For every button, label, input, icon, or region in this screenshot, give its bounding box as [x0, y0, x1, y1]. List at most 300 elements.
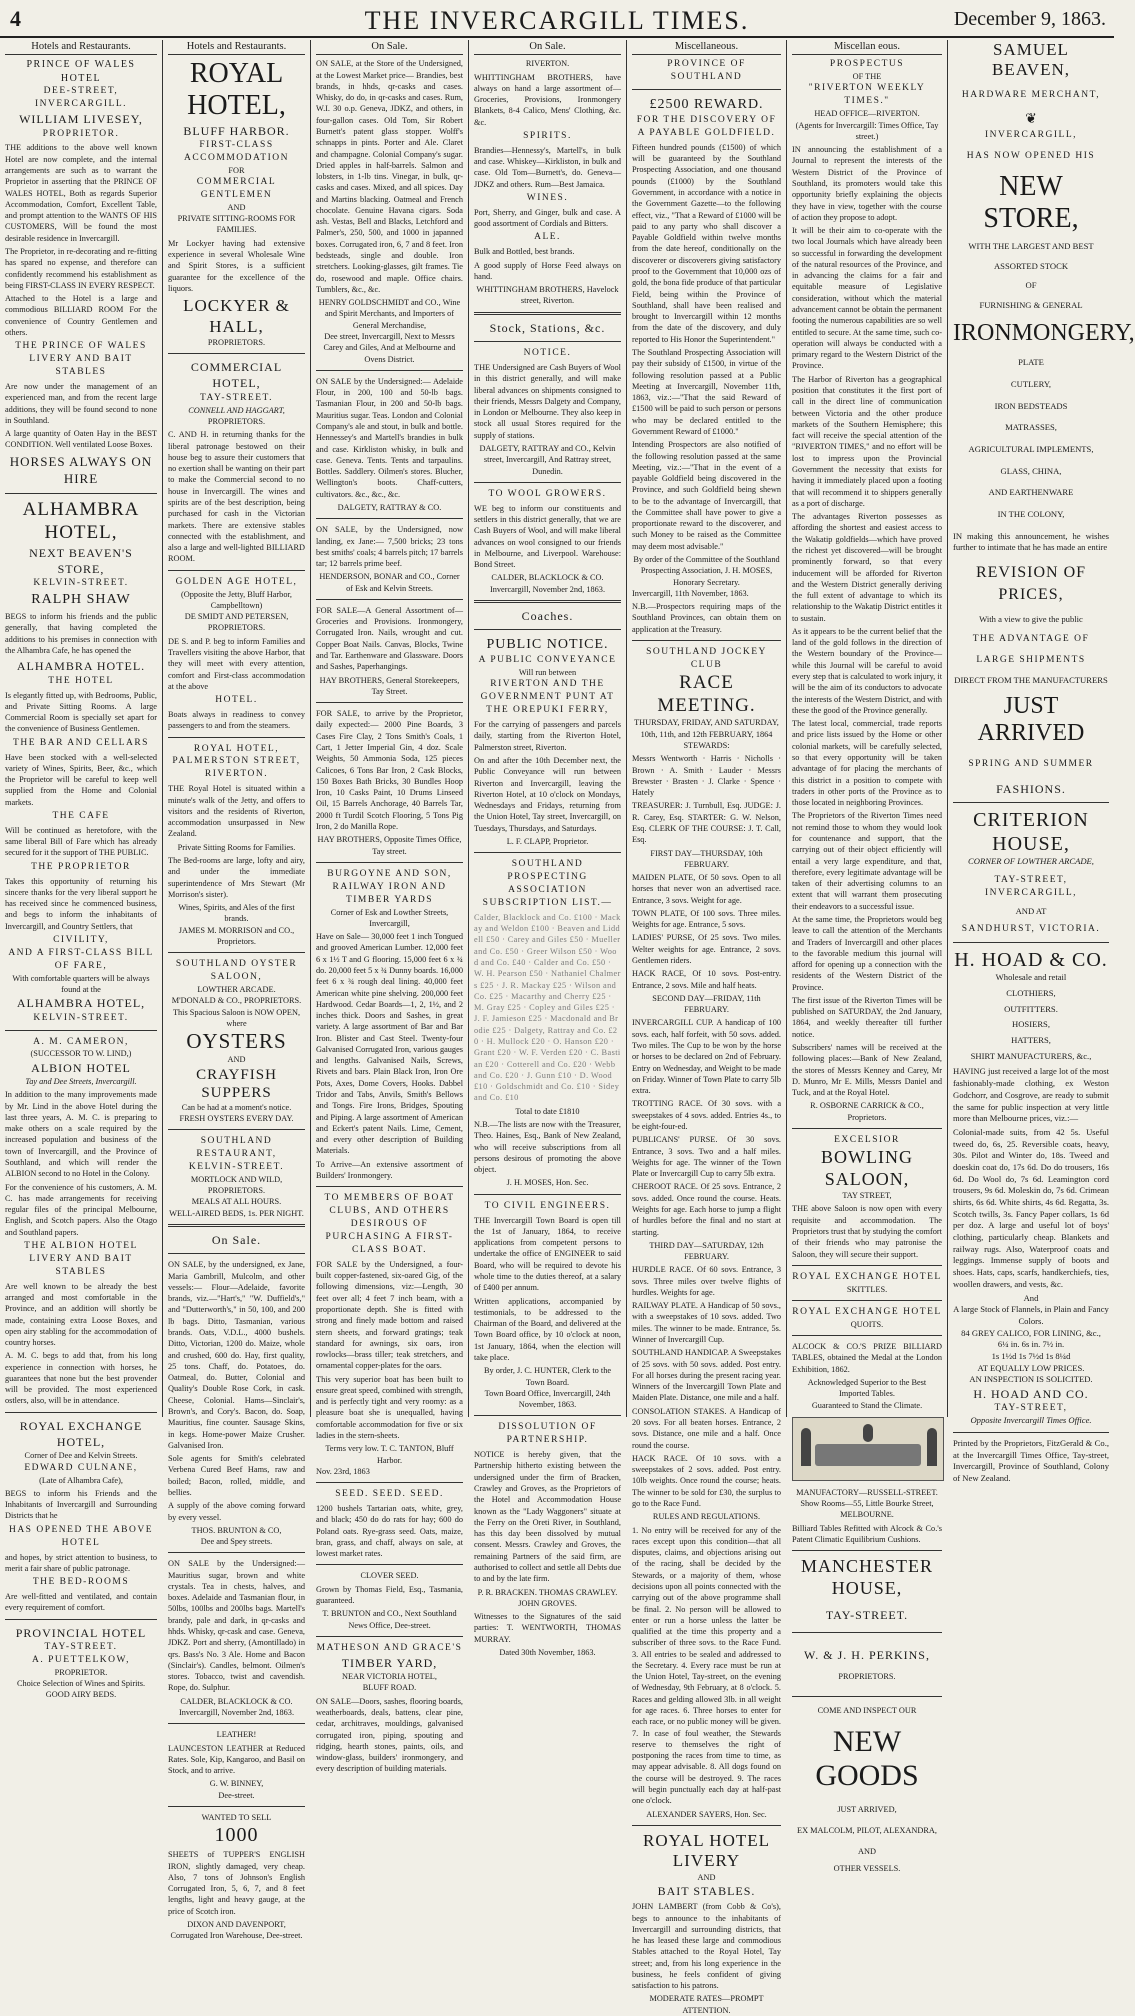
ad-body: ALCOCK & CO.'S PRIZE BILLIARD TABLES, obtained the Medal at the London Exhibition, 1862. [792, 1342, 942, 1374]
ad-proprietor: MORTLOCK AND WILD, [190, 1174, 283, 1184]
ad-heading: ROYAL HOTEL, [187, 58, 286, 122]
ad-subheading: EX MALCOLM, PILOT, ALEXANDRA, [797, 1825, 937, 1835]
ad-body: Brandies—Hennessy's, Martell's, in bulk and case. Whiskey—Kirkliston, in bulk and case. Old Tom—Burnett's, do. Geneva—JDKZ and others. Rum—Best Jamaica. [474, 145, 621, 189]
ad-date: Invercargill, November 2nd, 1863. [489, 584, 606, 594]
ad-proprietor: CALDER, BLACKLOCK & CO. [180, 1696, 293, 1706]
section-heading: Stock, Stations, &c. [489, 320, 606, 335]
ad-address: KELVIN-STREET. [188, 1161, 285, 1172]
ad-proprietor: DIXON AND DAVENPORT, [187, 1919, 286, 1929]
ad-address: Corner of Dee and Kelvin Streets. [24, 1451, 138, 1461]
ad-subheading: COME AND INSPECT OUR [817, 1706, 917, 1716]
ad-body: THE Undersigned are Cash Buyers of Wool in this district generally, and will make liberal advances on shipments consigned to their friends, Messrs Dalgety and Company, in London or Melbourne. They also keep in stock all usual Stores required for the supply of stations. [474, 362, 621, 440]
ad-heading: ROYAL HOTEL, [193, 743, 280, 754]
column-4 [469, 40, 626, 1657]
ad-body: N.B.—Prospectors requiring maps of the Southland Provinces, can obtain them on application at the Treasury. [632, 602, 781, 634]
ad-body: Written applications, accompanied by testimonials, to be addressed to the Chairman of the Board, and delivered at the Town Board office, by 10 o'clock at noon, 1st January, 1864, when the election will take place. [474, 1296, 621, 1362]
ad-heading: ROYAL HOTEL LIVERY [643, 1830, 770, 1871]
ad-heading: PRINCE OF WALES HOTEL [26, 59, 136, 84]
ad-proprietor: G. W. BINNEY, [209, 1779, 264, 1789]
ad-subheading: SOUTHLAND JOCKEY CLUB [646, 647, 767, 670]
race-entry: PUBLICANS' PURSE. Of 30 sovs. Entrance, 3 sovs. Two and a half miles. Weights for age. The winner of the Town Plate or Invercargill Cup to carry 5lb extra. [632, 1135, 781, 1179]
ad-subheading: INVERCARGILL. [34, 99, 128, 110]
ad-proprietor: W. & J. H. PERKINS, [804, 1647, 930, 1662]
ad-body: IN making this announcement, he wishes further to intimate that he has made an entire [953, 530, 1109, 553]
ad-proprietor: CALDER, BLACKLOCK & CO. [491, 573, 604, 583]
race-entry: LADIES' PURSE, Of 25 sovs. Two miles. Welter weights for age. Entrance, 2 sovs. Gentlemen riders. [632, 933, 781, 966]
ad-body: The Harbor of Riverton has a geographical position that constitutes it the first port of call in the direct line of communication between Victoria and the other produce markets of the Southern Hemisphere; this fact will receive the special attention of the "RIVERTON TIMES," and no effort will be lost to impress upon the Provincial Government the necessity that exists for having it immediately placed upon a footing that will recommend it to shippers generally as a port of discharge. [792, 374, 942, 508]
ad-subheading: PROSPECTUS [829, 59, 905, 70]
ad-subheading: AND A FIRST-CLASS BILL OF FARE, [8, 947, 154, 971]
billiard-table-engraving [792, 1417, 944, 1481]
ad-subheading: KELVIN-STREET. [33, 578, 129, 589]
ad-subheading: COMMERCIAL GENTLEMEN [196, 177, 277, 200]
ad-body: ON SALE, at the Store of the Undersigned, at the Lowest Market price— Brandies, best brands, in hhds, qr-casks and cases. Whisky, do do, in qr-casks and cases. Rum, W.I. 30 o.p. Geneva, JDKZ, and others, in four-gallon cases. Old Tom, Sir Robert Burnett's patent glass stopper. Wolff's schnapps in pints. Porter and Ale. Claret and champagne. Colonial Company's sugar. Dried apples in half-barrels. Salmon and lobsters, in 1-lb tins. Vinegar, in bulk, qr-casks and cases. Mixed, and all spices. Day and Martins blacking. Oatmeal and French chocolate. Genuine Havana cigars. Soda ash. Vestas, Bell and Blacks, Letchford and Palmer's, 250, 500, and 1000 in japanned boxes. Corrugated iron, 6, 7 and 8 feet. Iron bedsteads, single and double. Iron stretchers. Looking-glasses, gilt frames. Tie do, rosewood and maple. Office chairs. Tumblers, &c., &c. [316, 59, 463, 294]
ad-body: With comfortable quarters will be always found at the [12, 973, 150, 995]
column-5 [627, 40, 786, 2015]
ad-body: Subscribers' names will be received at the following places:—Bank of New Zealand, the stores of Messrs Kenney and Carey, Mr D. Munro, Mr E. Mills, Messrs Daniel and Tuck, and at the Royal Hotel. [792, 1043, 942, 1098]
ad-body: WELL-AIRED BEDS, 1s. PER NIGHT. [169, 1208, 304, 1218]
ad-address: NEAR VICTORIA HOTEL, [342, 1672, 437, 1682]
ad-subheading: EXCELSIOR [834, 1135, 900, 1146]
ad-subheading: STEWARDS: [683, 740, 730, 750]
ad-body: With a view to give the public [979, 613, 1083, 624]
ad-body: GOOD AIRY BEDS. [45, 1690, 117, 1700]
ad-body: IN announcing the establishment of a Journal to represent the interests of the Western District of the Province of Southland, its promoters would take this opportunity briefly explaining the objects they have in view, together with the course of action they propose to adopt. [792, 145, 942, 222]
ad-subheading: FIRST-CLASS ACCOMMODATION [183, 139, 289, 163]
ad-body: Will run between [518, 668, 577, 678]
ad-heading: TO MEMBERS OF BOAT CLUBS, AND OTHERS DESIROUS OF PURCHASING A FIRST-CLASS BOAT. [324, 1193, 455, 1255]
ad-item: PLATE [1018, 357, 1044, 368]
ad-subheading: AT EQUALLY LOW PRICES. [977, 1362, 1085, 1373]
ad-address: Dee street, Invercargill, Next to Messrs Carey and Giles, And at Melbourne and Ovens District. [323, 332, 456, 364]
ad-address: SANDHURST, VICTORIA. [961, 924, 1101, 935]
ad-heading: MATHESON AND GRACE'S [316, 1642, 463, 1653]
ad-body: This Spacious Saloon is NOW OPEN, where [172, 1007, 301, 1028]
ad-body: A. M. C. begs to add that, from his long experience in connection with horses, he guarantees that none but the best provender will be provided. The most experienced ostlers, also, will be in attendance. [5, 1351, 157, 1406]
ad-body: Wines, Spirits, and Ales of the first brands. [178, 903, 295, 924]
ad-subheading: THE ADVANTAGE OF [972, 634, 1090, 645]
ad-subheading: ASSORTED STOCK [993, 260, 1069, 271]
masthead [0, 0, 1114, 38]
ad-subheading: HAS NOW OPENED HIS [966, 150, 1096, 161]
ad-date: Town Board Office, Invercargill, 24th November, 1863. [484, 1388, 611, 1410]
ad-heading: ALHAMBRA HOTEL. [16, 659, 146, 674]
column-3 [311, 40, 468, 1774]
ad-proprietor: HAY BROTHERS, Opposite Times Office, Tay street. [317, 835, 462, 856]
ad-body: Guaranteed to Stand the Climate. [811, 1400, 923, 1410]
ad-quantity: 1000 [214, 1824, 259, 1847]
bird-icon: ❦ [1025, 111, 1037, 127]
ad-heading: OYSTERS [186, 1029, 287, 1054]
ad-heading: BOWLING SALOON, [821, 1146, 913, 1189]
ad-body: A good supply of Horse Feed always on hand. [474, 260, 621, 281]
ad-body: ON SALE—Doors, sashes, flooring boards, weatherboards, deals, battens, clear pine, cedar, architraves, mouldings, galvanised corrugated iron, piping, spouting and ridging, hearth stones, paints, oils, and window-glass, builders' ironmongery, and every description of building materials. [316, 1696, 463, 1774]
ad-subheading: (Agents for Invercargill: Times Office, Tay street.) [795, 120, 939, 141]
price-row: 1s 1½d 1s 7½d 1s 8¼d [991, 1350, 1071, 1361]
ad-heading: BURGOYNE AND SON, RAILWAY IRON AND TIMBER YARDS [327, 868, 452, 905]
ad-body: MEALS AT ALL HOURS. [191, 1197, 282, 1207]
ad-body: Have been stocked with a well-selected variety of Wines, Spirits, Beer, &c., which the Proprietor will be careful to keep well supplied from the Home and Colonial markets. [5, 752, 157, 807]
ad-subheading: HARDWARE MERCHANT, [961, 89, 1101, 100]
ad-body: Witnesses to the Signatures of the said parties: T. WENTWORTH, THOMAS MURRAY. [474, 1612, 621, 1644]
ad-subheading: AN INSPECTION IS SOLICITED. [969, 1374, 1093, 1385]
ad-address: Show Rooms—55, Little Bourke Street, [800, 1499, 934, 1509]
ad-proprietor: L. F. CLAPP, Proprietor. [506, 837, 589, 847]
ad-proprietor: A. PUETTELKOW, [32, 1654, 130, 1665]
ad-proprietor: DALGETY, RATTRAY and CO., Kelvin street, Invercargill, And Rattray street, Dunedin. [479, 443, 616, 476]
column-1 [0, 40, 162, 1700]
ad-address: TAY-STREET. [44, 1641, 118, 1652]
ad-body: For the carrying of passengers and parcels daily, starting from the Riverton Hotel, Palmerston street, Riverton. [474, 720, 621, 752]
ad-address: Corner of Esk and Lowther Streets, Invercargill, [330, 907, 449, 928]
ad-body: TREASURER: J. Turnbull, Esq. JUDGE: J. R. Carey, Esq. STARTER: G. W. Nelson, Esq. CLERK OF THE COURSE: J. T. Call, Esq. [632, 801, 781, 845]
price-row: 6¼ in. 6s in. 7½ in. [997, 1339, 1065, 1350]
ad-body: And [1023, 1292, 1039, 1303]
ad-body: LAUNCESTON LEATHER at Reduced Rates. Sole, Kip, Kangaroo, and Basil on Stock, and to arrive. [168, 1743, 305, 1776]
ad-subheading: PROPRIETORS. [838, 1672, 896, 1682]
ad-subheading: CIVILITY, [53, 935, 109, 946]
page-number: 4 [10, 6, 21, 31]
ad-subheading: OF [1025, 280, 1037, 291]
ad-subheading: PROPRIETOR. [42, 128, 120, 139]
ad-body: This very superior boat has been built to ensure great speed, combined with strength, and is perfectly tight and very roomy: as a pleasure boat she is unequalled, having comfortable accommodation for five or six ladies in the stern-sheets. [316, 1374, 463, 1441]
ad-body: Are well-fitted and ventilated, and contain every requirement of comfort. [5, 1591, 157, 1613]
ad-proprietor: R. OSBORNE CARRICK & CO., Proprietors. [810, 1101, 924, 1122]
ad-subheading: AND [697, 1872, 716, 1882]
ad-body: JOHN LAMBERT (from Cobb & Co's), begs to announce to the inhabitants of Invercargill and surrounding districts, that he has leased these large and commodious Stables attached to the Royal Hotel, Tay street; and, from his long experience in the business, he feels confident of giving satisfaction to his patrons. [632, 1902, 781, 1991]
ad-heading: CRITERION HOUSE, [973, 809, 1089, 856]
ad-body: Takes this opportunity of returning his sincere thanks for the very liberal support he has received since he commenced business, and begs to inform the inhabitants of Invercargill, and Country Settlers, that [5, 876, 157, 931]
ad-heading: ALHAMBRA HOTEL, [22, 499, 140, 543]
ad-heading: £2500 REWARD. [649, 97, 764, 113]
ad-address: TAY-STREET. [199, 392, 273, 403]
ad-address: MELBOURNE. [840, 1510, 894, 1520]
ad-date: Nov. 23rd, 1863 [316, 1466, 370, 1476]
ad-body: HAVING just received a large lot of the most fashionably-made clothing, ex Weston Godchorr, and Cosgrove, are ready to submit the same for public inspection at very little more than Melbourne prices, viz.:— [953, 1066, 1109, 1124]
ad-heading: SAMUEL BEAVEN, [992, 40, 1070, 80]
ad-proprietor: J. H. MOSES, Hon. Sec. [506, 1178, 589, 1188]
ad-subheading: THE PROPRIETOR [31, 861, 131, 872]
ad-body: Can be had at a moment's notice. [181, 1102, 292, 1112]
ad-body: Fifteen hundred pounds (£1500) of which will be guaranteed by the Southland Prospecting Association, and one thousand pounds (£1000) by the Southland Government, in accordance with a notice in the Government Gazette—to the following effect, viz., "That a Reward of £1000 will be paid to any party who shall discover a Payable Goldfield within twelve months from the date hereof, conditionally on the discoverer or discoverers giving satisfactory proof to the Government that 10,000 ozs of gold, the bona fide produce of that particular Field, being within the Province of Southland, shall have been realised and brought to Invercargill within 12 months from the date of the discovery, and duly reported to His Honor the Superintendent." [632, 142, 781, 344]
ad-body: THE Royal Hotel is situated within a minute's walk of the Jetty, and offers to visitors and the residents of Riverton, accommodation unsurpassed in New Zealand. [168, 784, 305, 839]
ad-subheading: OF THE [852, 72, 882, 82]
ad-item: HOSIERS, [1012, 1019, 1050, 1030]
ad-body: Messrs Wentworth · Harris · Nicholls · Brown · A. Smith · Lauder · Messrs Brewster · Brasten · J. Clarke · Spence · Hately [632, 754, 781, 798]
ad-heading: ROYAL EXCHANGE HOTEL [792, 1306, 942, 1317]
ad-subheading: RULES AND REGULATIONS. [652, 1512, 761, 1522]
ad-subheading: FOR THE DISCOVERY OF A PAYABLE GOLDFIELD. [636, 115, 777, 139]
ad-body: On and after the 10th December next, the Public Conveyance will run between Riverton and Invercargill, leaving the Riverton Hotel, at 10 o'clock on Mondays, Wednesdays and Fridays, returning from the Union Hotel, Tay street, Invercargill, on Tuesdays, Thursdays, and Saturdays. [474, 756, 621, 833]
ad-proprietor: DALGETY, RATTRAY & CO. [337, 502, 442, 512]
ad-subheading: AND [227, 202, 246, 212]
ad-body: Bulk and Bottled, best brands. [474, 247, 575, 257]
ad-proprietor: M'DONALD & CO., PROPRIETORS. [171, 996, 302, 1006]
ad-address: Opposite Invercargill Times Office. [970, 1415, 1092, 1426]
ad-heading: SOUTHLAND OYSTER SALOON, [175, 959, 298, 983]
printer-imprint: Printed by the Proprietors, FitzGerald & Co., at the Invercargill Times Office, Tay-street, Invercargill, Province of Southland, Colony of New Zealand. [953, 1437, 1109, 1483]
ad-body: 84 GREY CALICO, FOR LINING, &c., [961, 1327, 1101, 1338]
ad-heading: GOLDEN AGE HOTEL, [175, 576, 298, 587]
ad-item: CUTLERY, [1010, 378, 1052, 389]
ad-body: Attached to the Hotel is a large and commodious BILLIARD ROOM For the convenience of Country Gentlemen and others. [5, 294, 157, 337]
ad-body: Wholesale and retail [995, 972, 1067, 983]
ad-heading: RACE MEETING. [657, 671, 756, 716]
ad-heading: COMMERCIAL HOTEL, [190, 360, 283, 391]
ad-item: IRON BEDSTEADS [994, 400, 1068, 411]
ad-body: The Southland Prospecting Association will pay their subsidy of £1500, in virtue of the following resolution passed at a Public Meeting at Invercargill, November 11th, 1863, viz.:—"That the said Reward of £1500 will be paid to such person or persons who may be declared entitled to the Government Reward of £1000." [632, 347, 781, 436]
ad-body: FOR SALE, to arrive by the Proprietor, daily expected:— 2000 Pine Boards, 3 Cases Fire Clay, 2 Tons Smith's Coals, 1 Cart, 1 Jetter Imperial Gin, 4 doz. Scale Weights, 50 Ammonia Soda, 125 pieces Calicoes, 6 Tons Bar Iron, 2 Cask Blocks, 150 Boxes Bath Bricks, 30 Bundles Hoop Iron, 10 Casks Paint, 10 Drums Linseed Oil, 15 Barrels Anchorage, 40 Barrels Tar, 2000 ft Turdil Scotch Flooring, 5 Tons Pig Iron, 2 do Manilla Rope. [316, 709, 463, 831]
ad-body: Billiard Tables Refitted with Alcock & Co.'s Patent Climatic Equilibrium Cushions. [792, 1523, 942, 1544]
ad-subheading: PROPRIETORS. [207, 337, 266, 347]
ad-subheading: THIRD DAY—SATURDAY, 12th FEBRUARY. [649, 1240, 764, 1262]
race-entry: CHEROOT RACE. Of 25 sovs. Entrance, 2 sovs. added. Once round the course. Heats. Weights for age. Each horse to jump a flight of hurdles before the final and no start at starting. [632, 1182, 781, 1237]
ad-address: TAY-STREET. [825, 1608, 909, 1623]
ad-body: THE above Saloon is now open with every requisite and accommodation. The Proprietors trust that by studying the comfort of their friends who may patronise the Saloon, they will secure their support. [792, 1204, 942, 1259]
ad-heading: "RIVERTON WEEKLY TIMES." [808, 83, 926, 107]
ad-item: AND EARTHENWARE [988, 487, 1074, 498]
ad-subheading: AND [227, 1055, 246, 1065]
ad-subheading: THURSDAY, FRIDAY, AND SATURDAY, 10th, 11th, and 12th FEBRUARY, 1864 [634, 718, 779, 739]
ad-proprietor: THOS. BRUNTON & CO, [191, 1525, 282, 1535]
column-heading: Miscellaneous. [632, 40, 781, 55]
ad-subheading: THE CAFE [52, 810, 110, 821]
ad-subheading: THE HOTEL [48, 675, 114, 686]
ad-proprietor: CONNELL AND HAGGART, [188, 405, 285, 415]
ad-body: FOR SALE by the Undersigned, a four-built copper-fastened, six-oared Gig, of the following dimensions, viz:—Length, 30 feet over all; 4 feet 7 inch beam, with a proportionate depth. She is fitted with strong and finely made bottom and raised stern sheets, and forward gratings; teak standard for awnings, six oars, iron rowlocks—brass tiller; teak stretchers, and ornamental copper-plates for the oars. [316, 1259, 463, 1371]
ad-body: ON SALE by the Undersigned:— Adelaide Flour, in 200, 100 and 50-lb bags. Tasmanian Flour, in 200 and 50-lb bags. Mauritius sugar. Teas. London and Colonial Company's ale and stout, in bulk and bottle. Hennessey's and Martell's brandies in bulk and case. Kirkliston whisky, in bulk and case. Geneva. Tents. Tents and tarpaulins. Bottles. Saddlery. Oilmen's stores. Blucher, Wellington's boots. Chaff-cutters, cultivators. &c., &c., &c. [316, 376, 463, 499]
ad-item: AGRICULTURAL IMPLEMENTS, [968, 444, 1094, 454]
ad-proprietor: H. HOAD AND CO. [973, 1387, 1089, 1401]
ad-proprietor: T. BRUNTON and CO., Next Southland News Office, Dee-street. [322, 1609, 457, 1630]
ad-subheading: AND [858, 1847, 876, 1857]
ad-address: INVERCARGILL, [984, 129, 1078, 140]
ad-heading: PUBLIC NOTICE. [486, 637, 609, 653]
ad-subheading: FIRST DAY—THURSDAY, 10th FEBRUARY. [650, 848, 763, 869]
ad-heading: ROYAL EXCHANGE HOTEL, [19, 1418, 143, 1450]
ad-date: Dated 30th November, 1863. [499, 1647, 596, 1657]
ad-body: BEGS to inform his friends and the public generally, that having completed the additions to his premises in connection with the Alhambra Cafe, he has opened the [5, 612, 157, 656]
ad-body: Private Sitting Rooms for Families. [177, 842, 296, 852]
ad-body: Will be continued as heretofore, with the same liberal Bill of Fare which has already secured for it the support of THE PUBLIC. [5, 825, 157, 858]
ad-date: Invercargill, 11th November, 1863. [632, 588, 749, 598]
ad-body: WHITTINGHAM BROTHERS, have always on hand a large assortment of— Groceries, Provisions, Ironmongery Blankets, 8-4 Calico, Mens' Clothing, &c. &c. [474, 72, 621, 127]
ad-body: DE S. and P. beg to inform Families and Travellers visiting the above Harbor, that they will meet with every attention, comfort and First-class accommodation at the above [168, 636, 305, 691]
ad-address: TAY-STREET, INVERCARGILL, [984, 874, 1078, 898]
ad-body: C. AND H. in returning thanks for the liberal patronage bestowed on their house beg to assure their customers that no exertion shall be wanting on their part to make the Commercial second to no house in Invercargill. The wines and spirits are of the best description, being purchased for cash in the Victorian markets. There are extensive stables connected with the establishment, and also a large and well-lighted BILLIARD ROOM. [168, 430, 305, 564]
ad-subheading: THE PRINCE OF WALES LIVERY AND BAIT STABLES [15, 341, 147, 378]
ad-heading: TO CIVIL ENGINEERS. [484, 1200, 611, 1211]
race-entry: CONSOLATION STAKES. A Handicap of 20 sovs. For all beaten horses. Entrance, 2 sovs. Distance, one mile and a half. Once round the course. [632, 1406, 781, 1450]
column-7 [948, 40, 1135, 1483]
ad-body: It will be their aim to co-operate with the two local Journals which have already been so successful in forwarding the development of the natural resources of the Province, and in advancing the claims for a fair and equitable measure of Legislative consideration, without which the material advancement cannot be obtain the permanent footing the numerous capabilities are so well entitled to secure. At the same time, such co-operation will always be conducted with a primary regard to the Western District of the Province. [792, 226, 942, 371]
race-entry: MAIDEN PLATE, Of 50 sovs. Open to all horses that never won an advertised race. Entrance, 3 sovs. Weight for age. [632, 873, 781, 905]
ad-proprietor: EDWARD CULNANE, [24, 1462, 138, 1473]
section-heading: Coaches. [521, 608, 574, 623]
ad-body: ON SALE by the Undersigned:— Mauritius sugar, brown and white crystals. Tea in chests, halves, and boxes. Adelaide and Tasmanian flour, in 50lbs, 100lbs and 200lbs bags. Martell's brandy, pale and dark, in qr-casks and hhds. Whisky, qr-cask and case. Geneva, JDKZ. Port and sherry, (Amontillado) in qrs. Bass's No. 3 Ale. Home and Bacon (Sinclair's). Candles, belmont. Oilmen's stores. Tobacco, twist and cavendish. Rope, do. Sulphur. [168, 1559, 305, 1693]
ad-subheading: DEE-STREET, [43, 86, 119, 97]
ad-heading: LEATHER! [216, 1730, 257, 1740]
ad-subheading: PRIVATE SITTING-ROOMS FOR FAMILIES. [177, 214, 296, 235]
ad-body: The first issue of the Riverton Times will be published on SATURDAY, the 2nd January, 1864, and weekly thereafter till further notice. [792, 995, 942, 1039]
ad-address: Dee and Spey streets. [200, 1537, 273, 1547]
ad-subheading: FURNISHING & GENERAL [979, 299, 1083, 310]
ad-address: MANUFACTORY—RUSSELL-STREET. [796, 1487, 938, 1497]
ad-subheading: OTHER VESSELS. [833, 1864, 901, 1874]
ad-body: Sole agents for Smith's celebrated Verbena Cured Beef Hams, raw and boiled; Bacon, rolled, middle, and bellies. [168, 1454, 305, 1497]
ad-subheading: SKITTLES. [846, 1284, 888, 1294]
column-heading: On Sale. [474, 40, 621, 55]
ad-item: CLOTHIERS, [1006, 988, 1056, 998]
ad-subheading: WITH THE LARGEST AND BEST [968, 240, 1094, 251]
ad-proprietor: JAMES M. MORRISON and CO., Proprietors. [178, 925, 295, 946]
ad-address: TAY STREET, [842, 1191, 892, 1201]
ad-proprietor: Terms very low. T. C. TANTON, Bluff Harbor. [325, 1444, 454, 1465]
ad-heading: CRAYFISH SUPPERS [196, 1066, 277, 1101]
ad-subheading: PROPRIETORS. [207, 1186, 266, 1196]
ad-item: GLASS, CHINA, [1000, 465, 1062, 476]
race-entry: TOWN PLATE, Of 100 sovs. Three miles. Weights for age. Entrance, 5 sovs. [632, 908, 781, 930]
ad-subheading: HEAD OFFICE—RIVERTON. [814, 109, 920, 119]
section-heading: On Sale. [211, 1233, 262, 1248]
ad-proprietor: HENRY GOLDSCHMIDT and CO., Wine and Spirit Merchants, and Importers of General Merchandise, [318, 298, 461, 330]
ad-body: To Arrive—An extensive assortment of Builders' Ironmongery. [316, 1159, 463, 1181]
ad-address: Tay and Dee Streets, Invercargill. [25, 1077, 137, 1087]
ad-body: N.B.—The lists are now with the Treasurer, Theo. Haines, Esq., Bank of New Zealand, who will receive subscriptions from all persons desirous of promoting the above object. [474, 1119, 621, 1175]
ad-body: The advantages Riverton possesses as affording the shortest and easiest access to the Wakatip goldfields—which have proved the richest yet discovered—will be brought prominently forward, so that every inducement will be afforded for Riverton and the Western District generally deriving the full extent of advantage to which its relationship to the Wakatip District entitles it to sustain. [792, 512, 942, 623]
ad-heading: TO WOOL GROWERS. [488, 488, 607, 499]
ad-subheading: HOTEL. [215, 695, 258, 706]
ad-subheading: (Late of Alhambra Cafe), [39, 1475, 123, 1485]
ad-subheading: JUST ARRIVED, [837, 1804, 897, 1814]
price-list: Colonial-made suits, from 42 5s. Useful tweed do, 6s, 25. Reversible coats, heavy, 30s. Pilot and Winter do, 18s. Tweed and doeskin coat do, 17s 6d. Do do trousers, 16s 6d. Do Wool do, 7s 6d. Leamington cord trousers, 9s 6d. Moleskin do, 7s 6d. Crimean shirts, 6s 6d. White shirts, 4s 6d. Regatta, 3s. Scotch twills, 3s. Fancy Paper collars, 1s 6d per doz. A large and useful lot of boys' clothing, particularly cheap. Blankets and railway rugs. Also, Waterproof coats and leggings. Immense supply of boots and shoes. Hats, caps, scarfs, handkerchiefs, ties, woollen drawers, and vests, &c. [953, 1126, 1109, 1289]
ad-subheading: THE BAR AND CELLARS [13, 737, 149, 748]
column-6 [787, 40, 947, 1874]
ad-heading: NEW STORE, [983, 170, 1079, 234]
ad-subheading: KELVIN-STREET. [33, 1012, 129, 1023]
ad-heading: ALHAMBRA HOTEL, [16, 996, 146, 1011]
ad-body: Intending Prospectors are also notified of the following resolution passed at the same Meeting, viz.:—"That in the event of a payable Goldfield being discovered in the Province, and such Goldfield being shewn to be to the advantage of Invercargill, that the Committee shall have power to give a proportionate reward to the discoverer, and such Money to be raised as the Committee may deem most advisable." [632, 440, 781, 551]
ad-date: Invercargill, November 2nd, 1863. [178, 1708, 295, 1718]
ad-heading: PROVINCIAL HOTEL [15, 1625, 147, 1640]
ad-proprietor: RALPH SHAW [31, 592, 131, 608]
ad-subheading: HAS OPENED THE ABOVE HOTEL [8, 1524, 154, 1548]
ad-proprietor: LOCKYER & HALL, [183, 296, 290, 336]
ad-body: Acknowledged Superior to the Best Imported Tables. [807, 1378, 927, 1399]
ad-subheading: PROPRIETORS. [207, 416, 266, 426]
ad-body: For the convenience of his customers, A. M. C. has made arrangements for receiving regular files of the principal Melbourne, English, and Scotch papers. Also the Otago and Southland papers. [5, 1182, 157, 1237]
ad-body: ON SALE, by the undersigned, ex Jane, Maria Gambrill, Mulcolm, and other vessels:— Flour—Adelaide, favorite brands, viz.—"Hart's," "W. Duffield's," and "Dutterworth's," in 50, 100, and 200 lb bags. Ditto, Tasmanian, various brands. Oats, V.D.L., 4000 bushels. Ditto, Victorian, 1200 do. Maize, whole and crushed, 600 do. Hay, first quality, 25 tons. Chaff, do. Potatoes, do. Oatmeal, do. Butter, Colonial and Quality's Double Rose Cork, in cask. Cheese, Colonial. Hams—Sinclair's, Brown's, and Cory's. Bacon, do. Soap, Mauritius, fine counter. Sausage Skins, in kegs. Home-power Maize Crusher. Galvanised Iron. [168, 1260, 305, 1450]
ad-subheading: PROPRIETOR. [54, 1667, 108, 1677]
ad-body: Is elegantly fitted up, with Bedrooms, Public, and Private Sitting Rooms. A large Commercial Room is specially set apart for the convenience of Business Gentlemen. [5, 690, 157, 734]
ad-proprietor: ALEXANDER SAYERS, Hon. Sec. [646, 1809, 767, 1819]
ad-address: Dee-street. [218, 1790, 255, 1800]
ad-item: HATTERS, [1011, 1035, 1051, 1046]
issue-date: December 9, 1863. [953, 8, 1106, 30]
ad-proprietor: H. HOAD & CO. [954, 949, 1108, 972]
ad-body: The Proprietors of the Riverton Times need not remind those to whom they would look for countenance and support, that the carrying out of their object efficiently will entail a very large expenditure, and that, therefore, every legitimate advantage will be taken of their advertising columns to an extent that will warrant them prosecuting their endeavors to a successful issue. [792, 811, 942, 911]
ad-body: MODERATE RATES—PROMPT ATTENTION. [649, 1994, 764, 2015]
ad-subheading: BLUFF HARBOR. [183, 123, 290, 138]
ad-body: The Proprietor, in re-decorating and re-fitting has spared no expense, and therefore can confidently recommend his establishment as being FIRST-CLASS IN EVERY RESPECT. [5, 247, 157, 290]
ad-proprietor: WILLIAM LIVESEY, [19, 112, 143, 127]
ad-item: IN THE COLONY, [997, 509, 1065, 520]
column-heading: On Sale. [316, 40, 463, 55]
ad-item: OUTFITTERS. [1004, 1003, 1058, 1014]
newspaper-title: THE INVERCARGILL TIMES. [364, 6, 750, 35]
ad-body: THE Invercargill Town Board is open till the 1st of January, 1864, to receive applications from competent persons to undertake the office of ENGINEER to said Board, who will be required to devote his whole time to the duties thereof, at a salary of £400 per annum. [474, 1215, 621, 1293]
ad-body: SHEETS of TUPPER'S ENGLISH IRON, slightly damaged, very cheap. Also, 7 tons of Johnson's English Corrugated Iron, 5, 6, 7, and 8 feet lengths, light and heavy gauge, at the price of Scotch iron. [168, 1850, 305, 1916]
ad-body: NOTICE is hereby given, that the Partnership hitherto existing between the undersigned under the firm of Bracken, Crawley and Groves, as the Proprietors of the Hotel and Accommodation House known as the "Lady Waggoners" situate at the Ferry on the Oreti River, in Southland, has this day been dissolved by mutual consent. Messrs. Crawley and Groves, the remaining Partners of the said firm, are authorised to collect and settle all Debts due to and by the late firm. [474, 1450, 621, 1584]
column-heading: Hotels and Restaurants. [168, 40, 305, 55]
ad-subheading: AND AT [1015, 905, 1047, 916]
ad-subheading: ALE. [534, 232, 561, 243]
ad-subheading: RIVERTON AND THE GOVERNMENT PUNT AT THE OREPUKI FERRY, [480, 679, 615, 716]
ad-address: RIVERTON. [204, 769, 269, 780]
ad-body: Grown by Thomas Field, Esq., Tasmania, guaranteed. [316, 1584, 463, 1606]
ad-item: SHIRT MANUFACTURERS, &c., [970, 1050, 1092, 1061]
ad-subheading: SPIRITS. [523, 130, 572, 141]
subscription-total: Total to date £1810 [515, 1106, 580, 1116]
ad-proprietor: By order of the Committee of the Southland Prospecting Association, J. H. MOSES, Honorary Secretary. [633, 555, 780, 587]
race-entry: SOUTHLAND HANDICAP. A Sweepstakes of 25 sovs. with 50 sovs. added. Post entry. For all horses during the present racing year. Winners of the Invercargill Town Plate and Maiden Plate. Distance, one mile and a half. [632, 1348, 781, 1403]
ad-body: Mr Lockyer having had extensive experience in several Wholesale Wine and Spirit Stores, is a sufficient guarantee for the excellence of the liquors. [168, 238, 305, 293]
ad-body: A supply of the above coming forward by every vessel. [168, 1501, 305, 1522]
race-entry: HACK RACE. Of 10 sovs. with a sweepstakes of 2 sovs. added. Post entry. 10lb weights. Once round the course; heats. The winner to be sold for £30, the surplus to go to the Race Fund. [632, 1453, 781, 1508]
ad-heading: JUST ARRIVED [977, 692, 1085, 747]
ad-heading: SEED. SEED. SEED. [335, 1489, 444, 1500]
ad-body: ON SALE, by the Undersigned, now landing, ex Jane:— 7,500 bricks; 23 tons best smiths' coals; 4 barrels pitch; 17 barrels tar; 12 barrels prime beef. [316, 525, 463, 569]
ad-body: A large quantity of Oaten Hay in the BEST CONDITION. Well ventilated Loose Boxes. [5, 429, 157, 450]
ad-item: MATRASSES, [1005, 422, 1057, 433]
ad-heading: BAIT STABLES. [657, 1883, 756, 1898]
ad-subheading: A PUBLIC CONVEYANCE [478, 655, 617, 666]
ad-body: In addition to the many improvements made by Mr. Lind in the above Hotel during the last three years, A. M. C. is preparing to make others on a scale required by the increased population and business of the town of Invercargill, and the Province of Southland, and which will render the ALBION second to no Hotel in the Colony. [5, 1090, 157, 1179]
ad-address: BLUFF ROAD. [362, 1683, 417, 1693]
ad-body: 1. No entry will be received for any of the races except upon this condition—that all disputes, claims, and objections arising out of the racing, shall be decided by the Stewards, or a majority of them, whose decisions upon all points connected with the carrying out of the above programme shall be final. 2. No person will be allowed to enter or run a horse unless the latter be qualified at the time this property and a subscriber of three sovs. to the Race Fund. 3. All entries to be sealed and addressed to the Secretary. 4. Every race must be run at the Union Hotel, Tay-street, on the evening of Wednesday, 9th February, at 8 o'clock. 5. Races and gelding allowed 3lb. in all weight for age races. 6. Three horses to enter for each race, or no public money will be given. 7. In case of foul weather, the Stewards reserve to themselves the right of postponing the races from time to time, as may appear advisable. 8. All dogs found on the course will be destroyed. 9. The races will begin punctually each day at half-past one o'clock. [632, 1525, 781, 1806]
ad-subheading: QUOITS. [850, 1319, 884, 1329]
race-entry: INVERCARGILL CUP. A handicap of 100 sovs. each, half forfeit, with 50 sovs. added. Two miles. The Cup to be won by the horse or horses to be declared on 2nd of February. Entry on Wednesday, and Weight to be made on Friday. Winner of Town Plate to carry 5lb extra. [632, 1018, 781, 1096]
ad-subheading: SPRING AND SUMMER [968, 759, 1094, 769]
ad-subheading: THE BED-ROOMS [32, 1577, 130, 1588]
ad-proprietor: WHITTINGHAM BROTHERS, Havelock street, Riverton. [476, 285, 619, 306]
ad-subheading: THE ALBION HOTEL LIVERY AND BAIT STABLES [24, 1240, 138, 1277]
ad-heading: NOTICE. [523, 348, 572, 359]
ad-proprietor: HAY BROTHERS, General Storekeepers, Tay Street. [319, 675, 460, 696]
ad-address: LOWTHER ARCADE. [197, 985, 276, 995]
ad-subheading: DIRECT FROM THE MANUFACTURERS [954, 675, 1108, 686]
ad-heading: ALBION HOTEL [31, 1060, 131, 1075]
ad-body: Choice Selection of Wines and Spirits. [16, 1678, 146, 1688]
column-2 [163, 40, 310, 1941]
ad-proprietor: A. M. CAMERON, [33, 1036, 129, 1047]
subscription-list: Calder, Blacklock and Co. £100 · Mackay and Weldon £100 · Beaven and Liddell £50 · Carey and Giles £50 · Mueller and Co. £50 · Greer Wilson £50 · Wood and Co. £40 · Calder and Co. £50 · W. H. Pearson £50 · Nathaniel Chalmers £25 · J. R. Mackay £25 · Wilson and Co. £25 · Macarthy and Cherry £25 · M. Gray £25 · Copley and Giles £25 · J. F. Jamieson £25 · Macdonald and Brodie £25 · Dalgety, Rattray and Co. £20 · H. Mullock £20 · O. Hanson £20 · Grant £20 · W. F. Verden £20 · C. Bastian £20 · Cotterell and Co. £20 · Webb and Co. £20 · J. Gunn £10 · D. Wood £10 · Goldschmidt and Co. £10 · Sidey and Co. £10 [474, 912, 621, 1103]
ad-proprietor: DE SMIDT AND PETERSEN, PROPRIETORS. [184, 612, 289, 633]
race-entry: RAILWAY PLATE. A Handicap of 50 sovs., with a sweepstakes of 10 sovs. added. Two miles. The winner to be made. Entrance, 5s. Winner of Invercargill Cup. [632, 1301, 781, 1345]
ad-address: RIVERTON. [525, 59, 570, 69]
ad-heading: HORSES ALWAYS ON HIRE [9, 453, 153, 487]
ad-heading: TIMBER YARD, [341, 1655, 438, 1670]
ad-body: Port, Sherry, and Ginger, bulk and case. A good assortment of Cordials and Bitters. [474, 207, 621, 229]
ad-heading: PROVINCE OF SOUTHLAND [667, 59, 746, 83]
ad-proprietor: HENDERSON, BONAR and CO., Corner of Esk and Kelvin Streets. [319, 572, 460, 593]
ad-body: At the same time, the Proprietors would beg leave to call the attention of the Merchants and Traders of Invercargill and other places to the favorable medium this journal will afford for opening up a connection with the residents of the Western District of the Province. [792, 914, 942, 992]
ad-body: Boats always in readiness to convey passengers to and from the steamers. [168, 709, 305, 731]
ad-subheading: SECOND DAY—FRIDAY, 11th FEBRUARY. [652, 993, 761, 1015]
ad-heading: MANCHESTER HOUSE, [800, 1556, 933, 1598]
column-heading: Hotels and Restaurants. [5, 40, 157, 55]
ad-subheading: FASHIONS. [996, 781, 1066, 796]
